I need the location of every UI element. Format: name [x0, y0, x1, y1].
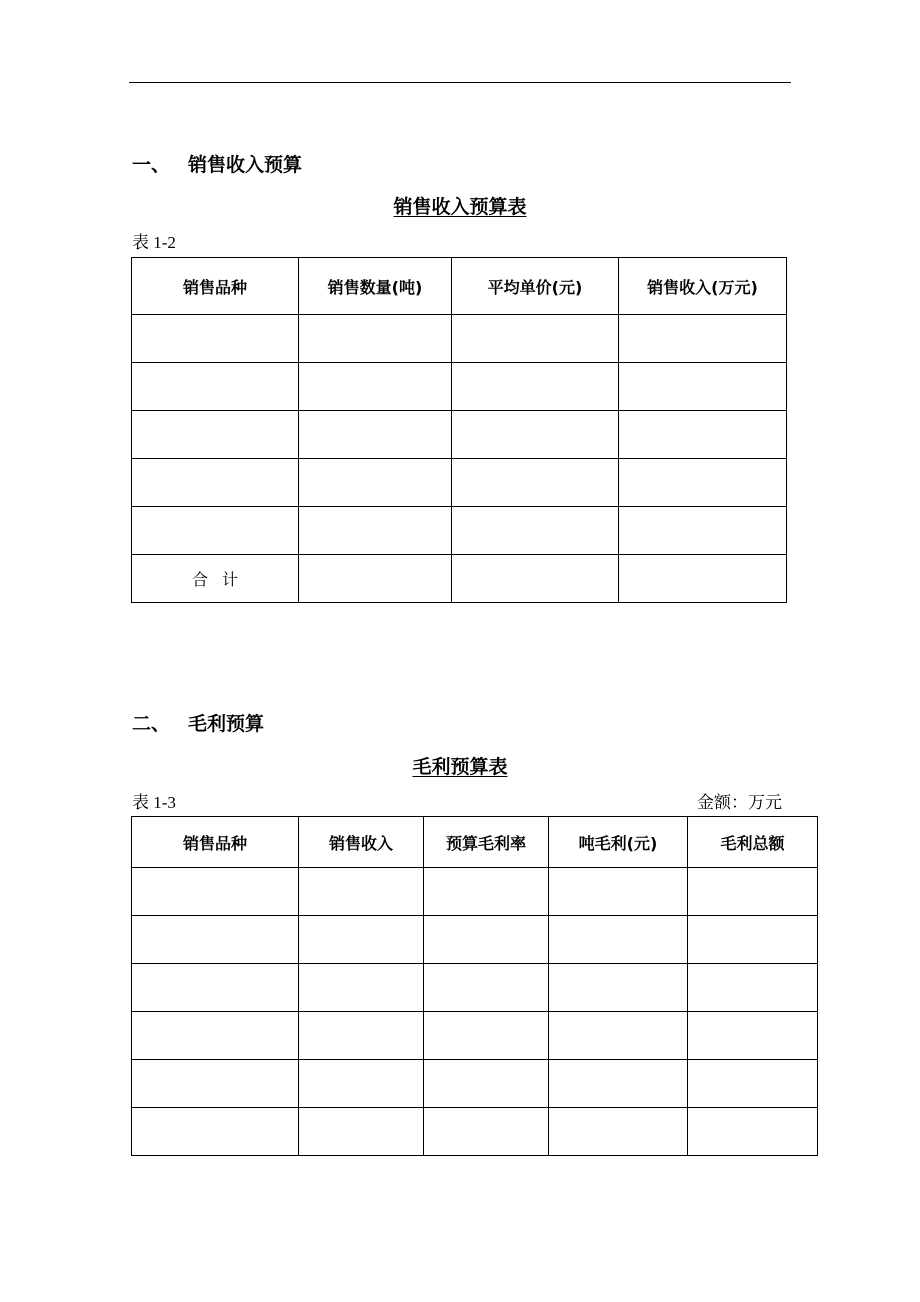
table-cell: [424, 1060, 549, 1108]
table-cell: [299, 964, 424, 1012]
table-cell: [299, 411, 452, 459]
column-header: 销售品种: [132, 817, 299, 868]
section-heading-gross-profit: [132, 712, 264, 736]
table-cell: [549, 1012, 688, 1060]
table-cell: [549, 964, 688, 1012]
table-cell: [688, 964, 818, 1012]
column-header: 平均单价(元): [452, 258, 619, 315]
table-title-sales-revenue: [0, 195, 920, 219]
table-row: [132, 1012, 818, 1060]
table-label: 表 1-2: [132, 233, 176, 252]
table-cell: [132, 363, 299, 411]
table-cell: [299, 507, 452, 555]
table-cell: [132, 964, 299, 1012]
table-cell: [132, 315, 299, 363]
table-cell: [299, 1060, 424, 1108]
table-cell: [132, 411, 299, 459]
column-header: 销售数量(吨): [299, 258, 452, 315]
table-cell: [132, 507, 299, 555]
table-cell: [452, 315, 619, 363]
table-cell: [688, 868, 818, 916]
table-row: [132, 1060, 818, 1108]
column-header: 销售品种: [132, 258, 299, 315]
table-cell: [549, 1108, 688, 1156]
table-cell: [619, 459, 787, 507]
section-heading-sales-revenue: [132, 153, 302, 177]
table-cell: [452, 363, 619, 411]
table-title-text: 销售收入预算表: [393, 196, 527, 218]
table-cell: [619, 315, 787, 363]
table-cell: [132, 868, 299, 916]
section-number: 二、: [132, 713, 171, 735]
table-cell: [424, 1108, 549, 1156]
table-cell: [299, 363, 452, 411]
table-cell: [619, 363, 787, 411]
table-cell: [424, 1012, 549, 1060]
table-header-row: [132, 258, 787, 315]
table-row: [132, 411, 787, 459]
table-cell: [688, 1012, 818, 1060]
column-header: 销售收入(万元): [619, 258, 787, 315]
table-cell: [132, 916, 299, 964]
table-cell: [299, 868, 424, 916]
table-cell: [424, 964, 549, 1012]
table-cell: [619, 411, 787, 459]
header-rule: [129, 82, 791, 83]
section-title: 毛利预算: [188, 713, 265, 735]
table-cell: [299, 1108, 424, 1156]
table-cell: [132, 1060, 299, 1108]
table-cell: [549, 868, 688, 916]
table-total-row: [132, 555, 787, 603]
table-row: [132, 315, 787, 363]
table-cell: [132, 1012, 299, 1060]
table-row: [132, 868, 818, 916]
table-row: [132, 363, 787, 411]
table-cell: [452, 459, 619, 507]
table-cell: [132, 459, 299, 507]
column-header: 预算毛利率: [424, 817, 549, 868]
column-header: 毛利总额: [688, 817, 818, 868]
table-cell: [688, 1060, 818, 1108]
section-title: 销售收入预算: [188, 154, 303, 176]
total-label: 合计: [132, 555, 299, 603]
table-cell: [452, 411, 619, 459]
section-number: 一、: [132, 154, 171, 176]
table-cell: [688, 1108, 818, 1156]
table-cell: [299, 459, 452, 507]
amount-unit-label: 金额：万元: [697, 793, 782, 812]
table-label: 表 1-3: [132, 793, 176, 812]
column-header: 吨毛利(元): [549, 817, 688, 868]
table-cell: [424, 916, 549, 964]
table-cell: [619, 555, 787, 603]
table-cell: [688, 916, 818, 964]
column-header: 销售收入: [299, 817, 424, 868]
table-cell: [299, 916, 424, 964]
table-header-row: [132, 817, 818, 868]
table-cell: [424, 868, 549, 916]
table-cell: [549, 916, 688, 964]
table-row: [132, 964, 818, 1012]
table-cell: [549, 1060, 688, 1108]
table-cell: [132, 1108, 299, 1156]
table-title-gross-profit: [0, 755, 920, 779]
table-cell: [299, 315, 452, 363]
table-title-text: 毛利预算表: [412, 756, 508, 778]
table-cell: [619, 507, 787, 555]
table-cell: [452, 507, 619, 555]
table-row: [132, 507, 787, 555]
table-row: [132, 1108, 818, 1156]
table-cell: [452, 555, 619, 603]
table-cell: [299, 1012, 424, 1060]
table-row: [132, 916, 818, 964]
sales-revenue-table: [131, 257, 787, 603]
gross-profit-table: [131, 816, 818, 1156]
table-row: [132, 459, 787, 507]
table-cell: [299, 555, 452, 603]
